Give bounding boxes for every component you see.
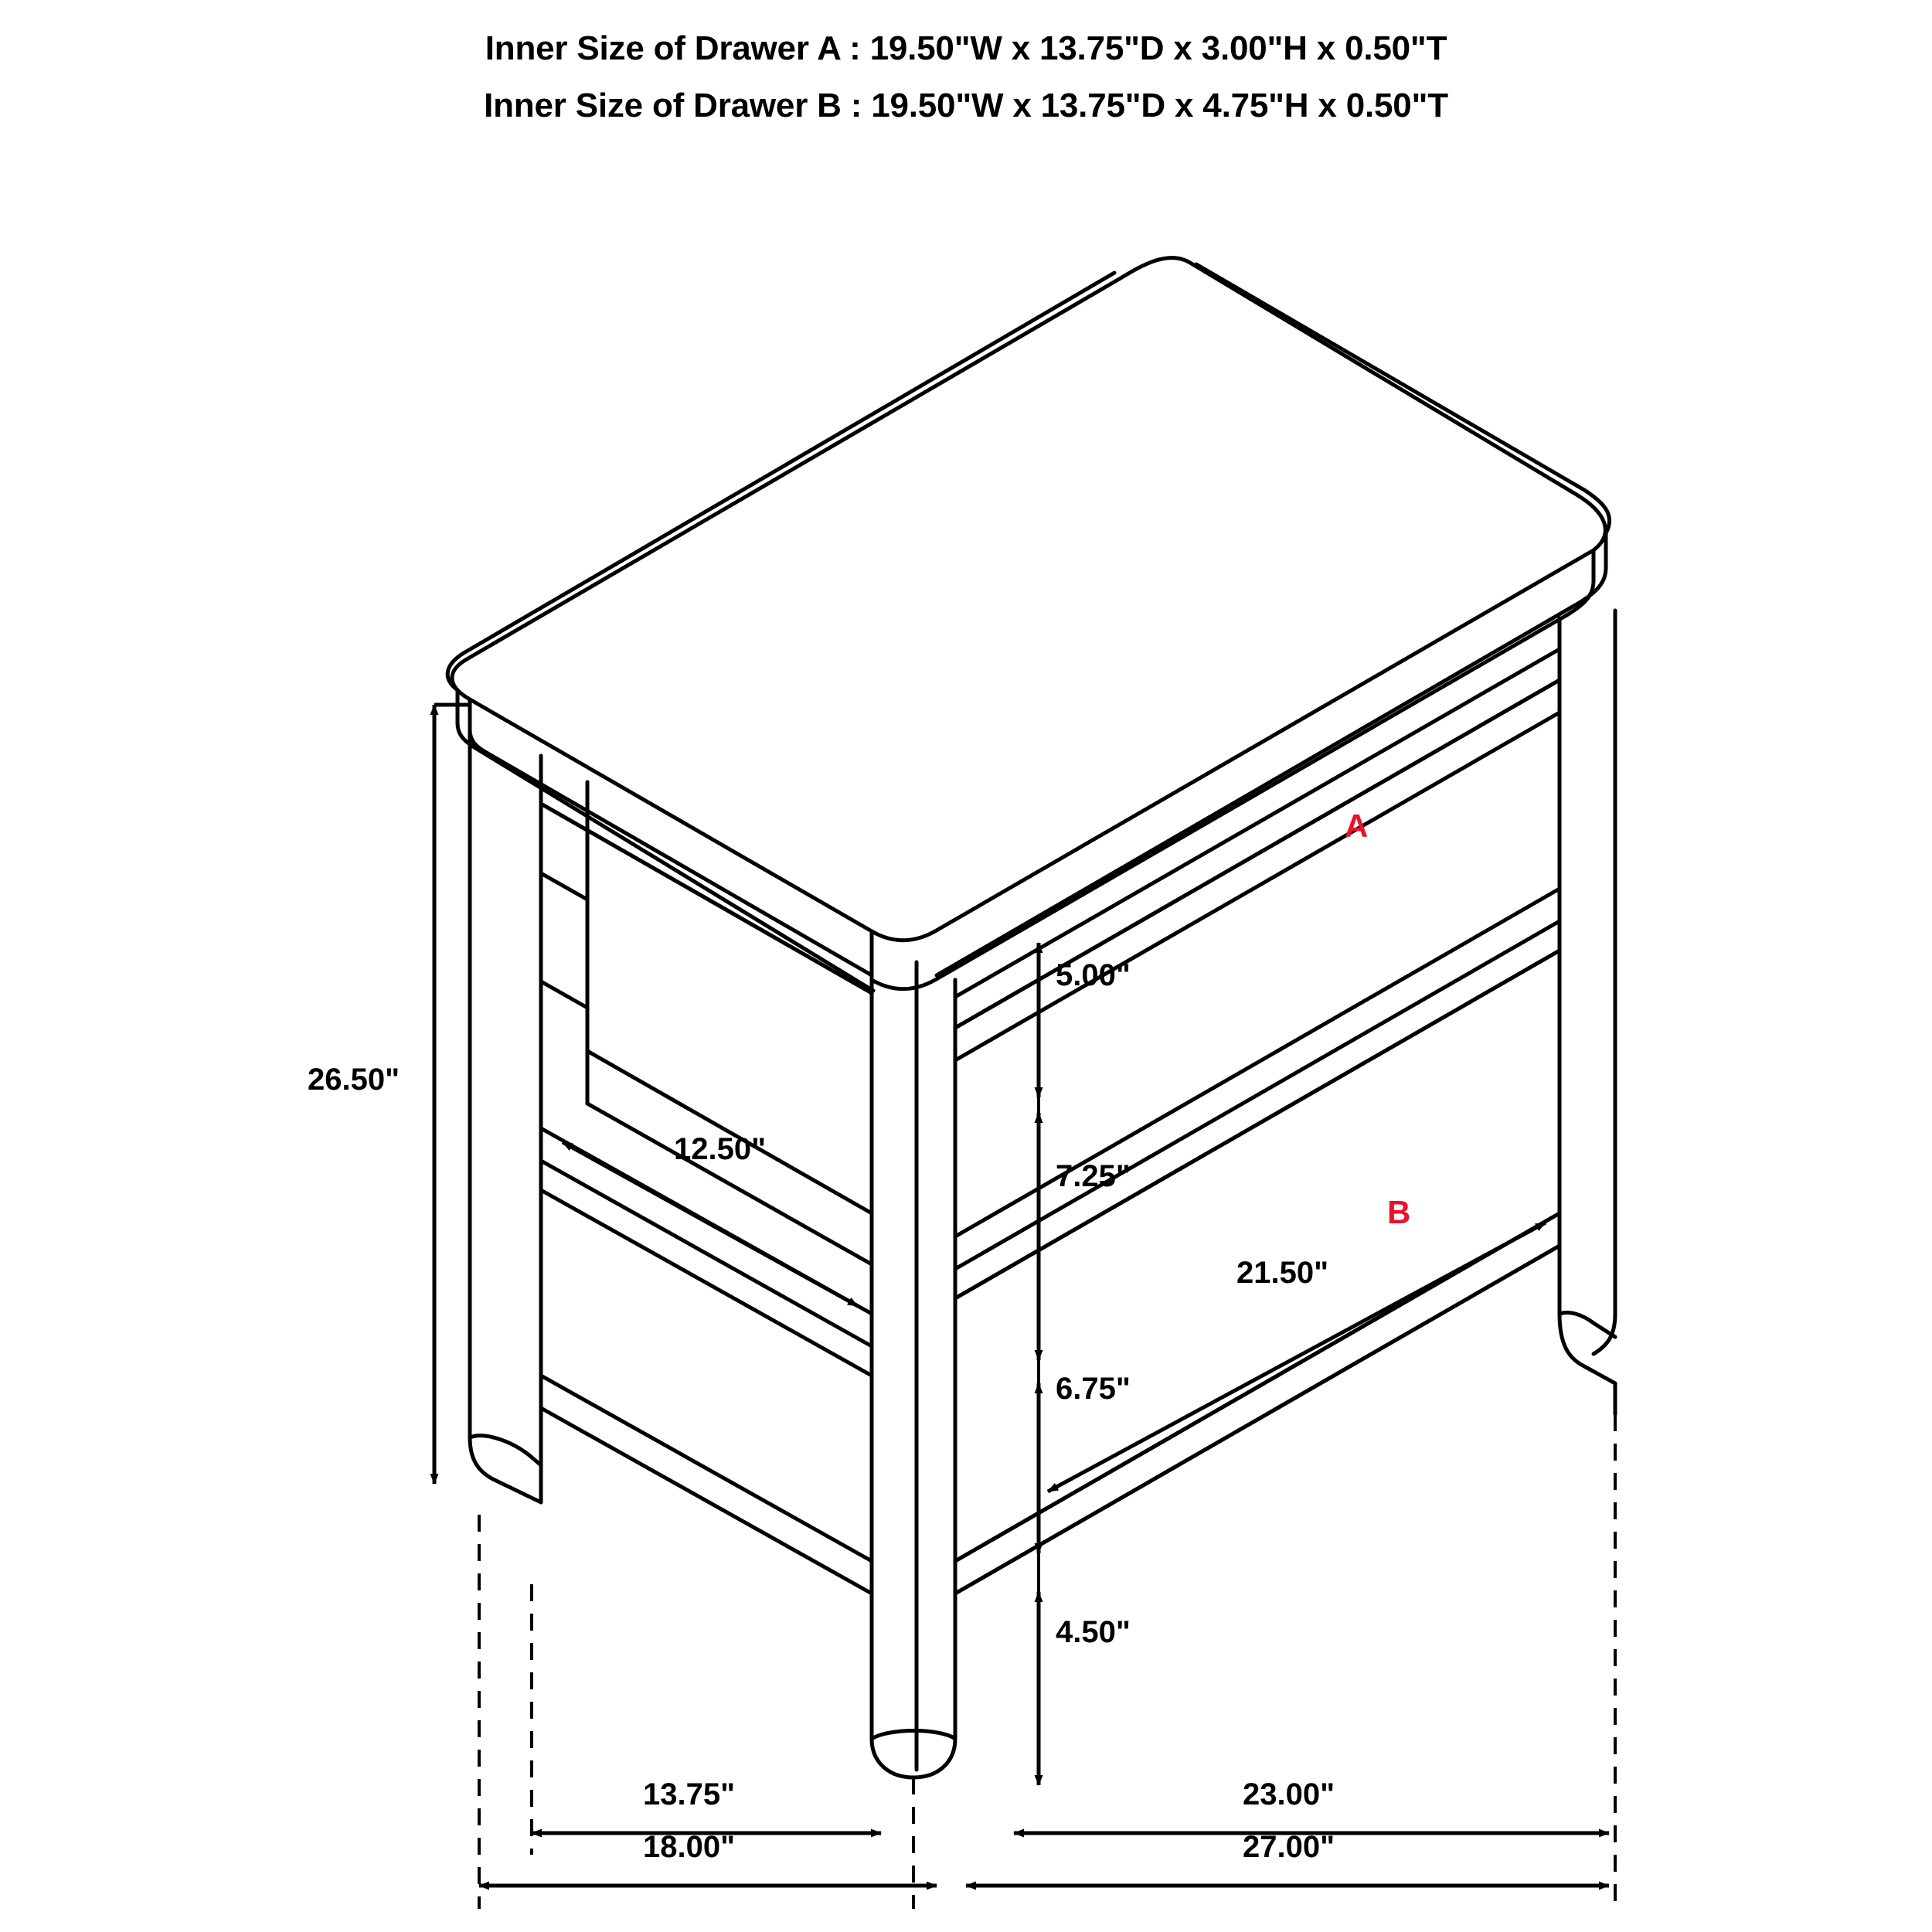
label-drawer-b-height: 6.75" [1056,1372,1131,1406]
drawer-a-front-bottom-edge [955,680,1560,1028]
drawer-b-spec-line: Inner Size of Drawer B : 19.50"W x 13.75"D x 4.75"H x 0.50"T [484,87,1448,124]
table-top-trim-left [447,273,1114,690]
table-top-edge-trim-side [457,690,873,991]
leg-right-outer [1560,618,1615,1414]
shelf-right-underside [955,951,1560,1298]
left-side-notch2 [541,981,587,1008]
label-base-depth-inner: 13.75" [643,1777,736,1811]
label-base-width-inner: 23.00" [1243,1777,1335,1811]
callout-drawer-b: B [1387,1194,1411,1230]
callout-drawer-a: A [1345,808,1369,844]
drawer-a-spec-line: Inner Size of Drawer A : 19.50"W x 13.75"D x 3.00"H x 0.50"T [485,29,1447,67]
label-shelf-opening: 7.25" [1056,1159,1131,1193]
shelf-left-thickness [541,1161,872,1376]
leg-right-inner [1594,611,1615,1354]
label-overall-depth: 18.00" [643,1830,736,1864]
left-side-notch [541,873,587,900]
left-side-apron-edge [541,804,872,993]
table-top-edge-side [470,699,872,975]
label-drawer-a-opening: 5.00" [1056,958,1131,992]
leg-center-front-foot [872,1731,955,1740]
label-shelf-width-front: 21.50" [1236,1256,1329,1290]
label-shelf-width-side: 12.50" [674,1132,767,1166]
table-body [447,258,1615,1777]
left-lower-rail [541,1376,872,1594]
leg-right-foot-curve [1560,1313,1615,1338]
label-overall-width: 27.00" [1243,1830,1335,1864]
label-overall-height: 26.50" [308,1063,400,1097]
label-leg-height: 4.50" [1056,1615,1131,1649]
table-top-edge-front [872,550,1594,989]
leg-center-front [872,931,955,1777]
leg-left-outer [470,699,541,1502]
leg-left-foot-curve [470,1436,541,1465]
drawer-a-rail-top [955,649,1560,997]
